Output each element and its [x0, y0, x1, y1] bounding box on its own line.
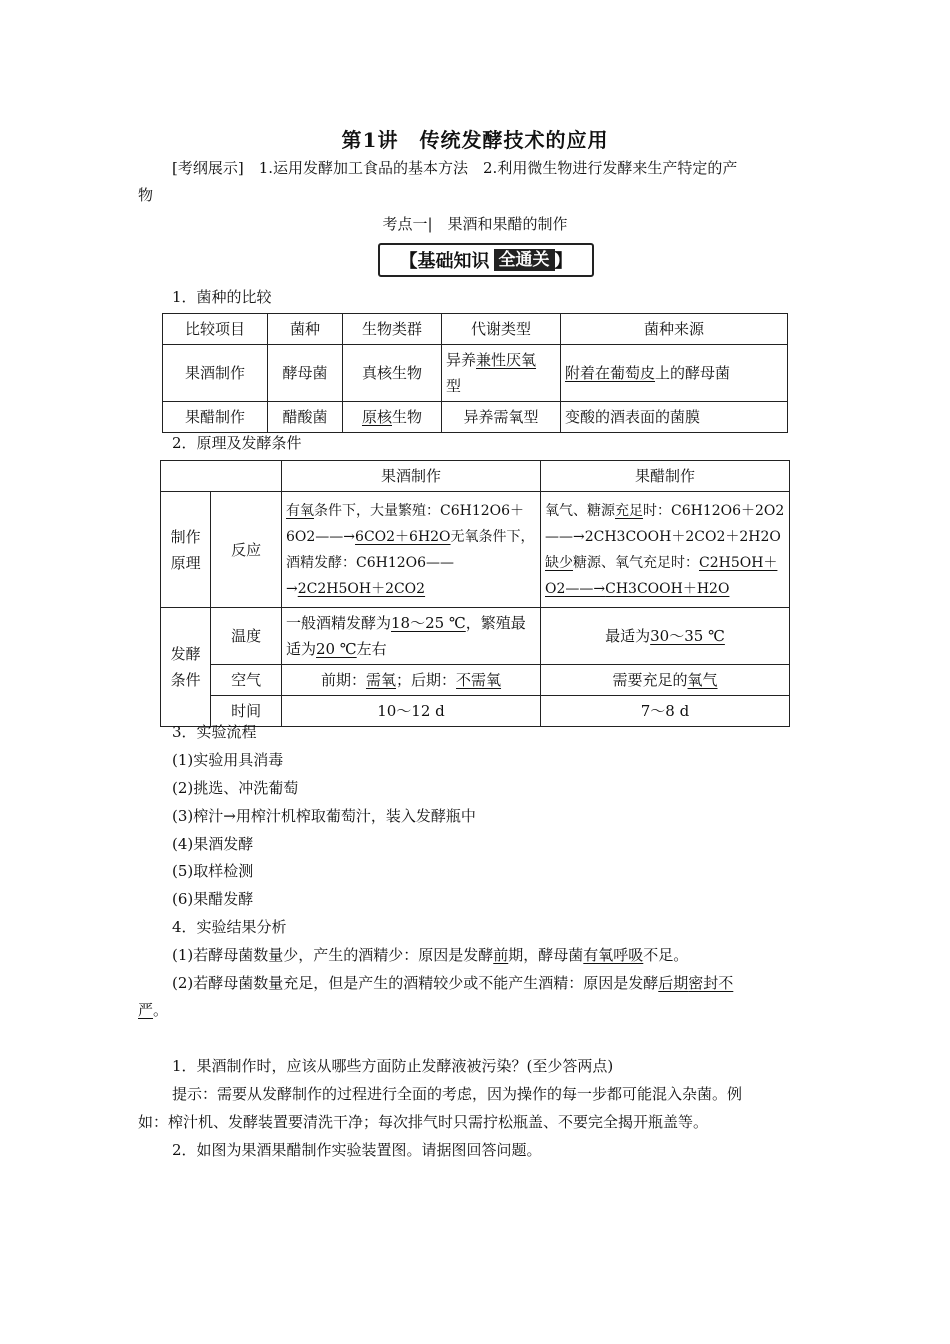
- result-2-cont: [138, 997, 818, 1024]
- t: 上的酵母菌: [655, 364, 731, 382]
- t: 兼性厌氧: [476, 351, 537, 369]
- wine-air: [282, 665, 541, 696]
- step: (1)实验用具消毒: [172, 751, 284, 769]
- t: 18～25 ℃: [391, 614, 466, 632]
- t: 无氧条件下，酒精发酵：C6H12O6——→: [286, 528, 535, 597]
- t: 严: [138, 1001, 154, 1019]
- row-label: 温度: [211, 608, 282, 665]
- cell: 异养需氧型: [442, 402, 561, 433]
- syllabus-line-cont: 物: [138, 186, 154, 204]
- empty-cell: [161, 461, 282, 492]
- t: 6CO2＋6H2O: [355, 528, 451, 545]
- t: ，繁殖最适为: [286, 614, 526, 658]
- t: 型: [446, 377, 462, 395]
- vinegar-temp: [541, 608, 790, 665]
- strain-table: [162, 313, 788, 433]
- t: 附着在葡萄皮: [565, 364, 656, 382]
- section-heading: 考点一| 果酒和果醋的制作: [382, 215, 568, 233]
- question-1: 1．果酒制作时，应该从哪些方面防止发酵液被污染？(至少答两点): [172, 1057, 614, 1075]
- row-label: 空气: [211, 665, 282, 696]
- t: 前期：: [320, 671, 366, 689]
- t: 生物: [392, 408, 423, 426]
- row-label: 时间: [211, 696, 282, 727]
- t: 异养: [446, 351, 477, 369]
- t: 需氧: [365, 671, 396, 689]
- step: (2)挑选、冲洗葡萄: [172, 779, 299, 797]
- th: 比较项目: [163, 314, 268, 345]
- t: 缺少: [545, 554, 573, 571]
- wine-temp: [282, 608, 541, 665]
- syllabus-line: [考纲展示] 1.运用发酵加工食品的基本方法 2.利用微生物进行发酵来生产特定的产: [172, 159, 738, 177]
- cell: [561, 345, 788, 402]
- t: ；后期：: [396, 671, 457, 689]
- table-row: [163, 345, 788, 402]
- cell: [343, 402, 442, 433]
- th: 生物类群: [343, 314, 442, 345]
- th: 果酒制作: [282, 461, 541, 492]
- cell: 酵母菌: [268, 345, 343, 402]
- t: 左右: [356, 640, 387, 658]
- hint-line-cont: 如：榨汁机、发酵装置要清洗干净；每次排气时只需拧松瓶盖、不要完全揭开瓶盖等。: [138, 1113, 709, 1131]
- cell: 真核生物: [343, 345, 442, 402]
- banner-end: 】: [554, 251, 573, 272]
- t: 氧气、糖源: [545, 502, 615, 519]
- step: (4)果酒发酵: [172, 835, 254, 853]
- heading-3: 3．实验流程: [172, 723, 257, 741]
- cell: [442, 345, 561, 402]
- th: 果醋制作: [541, 461, 790, 492]
- t: 氧气: [687, 671, 718, 689]
- t: 期，酵母菌: [508, 946, 584, 964]
- t: (1)若酵母菌数量少，产生的酒精少：原因是发酵: [172, 946, 494, 964]
- t: 20 ℃: [316, 640, 357, 658]
- result-1: [138, 942, 852, 969]
- knowledge-banner: [378, 243, 594, 277]
- cell: 果酒制作: [163, 345, 268, 402]
- t: 需要充足的: [612, 671, 688, 689]
- th: 代谢类型: [442, 314, 561, 345]
- t: 30～35 ℃: [650, 627, 725, 645]
- row-label: 反应: [211, 492, 282, 608]
- step: (3)榨汁→用榨汁机榨取葡萄汁，装入发酵瓶中: [172, 807, 476, 825]
- cell: 果醋制作: [163, 402, 268, 433]
- cell: 醋酸菌: [268, 402, 343, 433]
- t: 。: [153, 1001, 169, 1019]
- t: 不需氧: [456, 671, 502, 689]
- question-2: 2．如图为果酒果醋制作实验装置图。请据图回答问题。: [172, 1141, 542, 1159]
- banner-box: 全通关: [494, 249, 555, 271]
- t: 原核: [361, 408, 392, 426]
- th: 菌种来源: [561, 314, 788, 345]
- heading-4: 4．实验结果分析: [172, 918, 287, 936]
- th: 菌种: [268, 314, 343, 345]
- vinegar-air: [541, 665, 790, 696]
- t: CH3COOH＋H2O: [605, 580, 730, 597]
- vinegar-reaction: [541, 492, 790, 608]
- t: 充足: [615, 502, 643, 519]
- t: 2C2H5OH＋2CO2: [297, 580, 426, 597]
- heading-2: 2．原理及发酵条件: [172, 434, 302, 452]
- heading-1: 1．菌种的比较: [172, 288, 272, 306]
- wine-reaction: [282, 492, 541, 608]
- t: 糖源、氧气充足时：: [573, 554, 699, 571]
- banner-text: 【基础知识: [399, 251, 490, 272]
- result-2: [138, 970, 852, 997]
- step: (6)果醋发酵: [172, 890, 254, 908]
- cell: 变酸的酒表面的菌膜: [561, 402, 788, 433]
- wine-time: 10～12 d: [282, 696, 541, 727]
- group-label: 制作原理: [161, 492, 211, 608]
- t: (2)若酵母菌数量充足，但是产生的酒精较少或不能产生酒精：原因是发酵: [172, 974, 659, 992]
- t: 时：C6H12O6＋2O2——→2CH3COOH＋2CO2＋2H2O: [545, 502, 785, 545]
- conditions-table: [160, 460, 790, 727]
- t: 后期: [658, 974, 689, 992]
- t: 最适为: [605, 627, 651, 645]
- t: 前: [493, 946, 509, 964]
- table-row: [163, 402, 788, 433]
- vinegar-time: 7～8 d: [541, 696, 790, 727]
- t: 密封不: [688, 974, 734, 992]
- t: 有氧: [286, 502, 314, 519]
- page-title: 第1讲 传统发酵技术的应用: [341, 128, 609, 152]
- group-label: 发酵条件: [161, 608, 211, 727]
- t: 一般酒精发酵为: [286, 614, 392, 632]
- t: 不足。: [643, 946, 689, 964]
- t: 有氧呼吸: [583, 946, 644, 964]
- step: (5)取样检测: [172, 862, 254, 880]
- t: 条件下，大量繁殖：C6H12O6＋6O2——→: [286, 502, 525, 545]
- t: C2H5OH＋O2——→: [545, 554, 778, 597]
- hint-line: 提示：需要从发酵制作的过程进行全面的考虑，因为操作的每一步都可能混入杂菌。例: [172, 1085, 743, 1103]
